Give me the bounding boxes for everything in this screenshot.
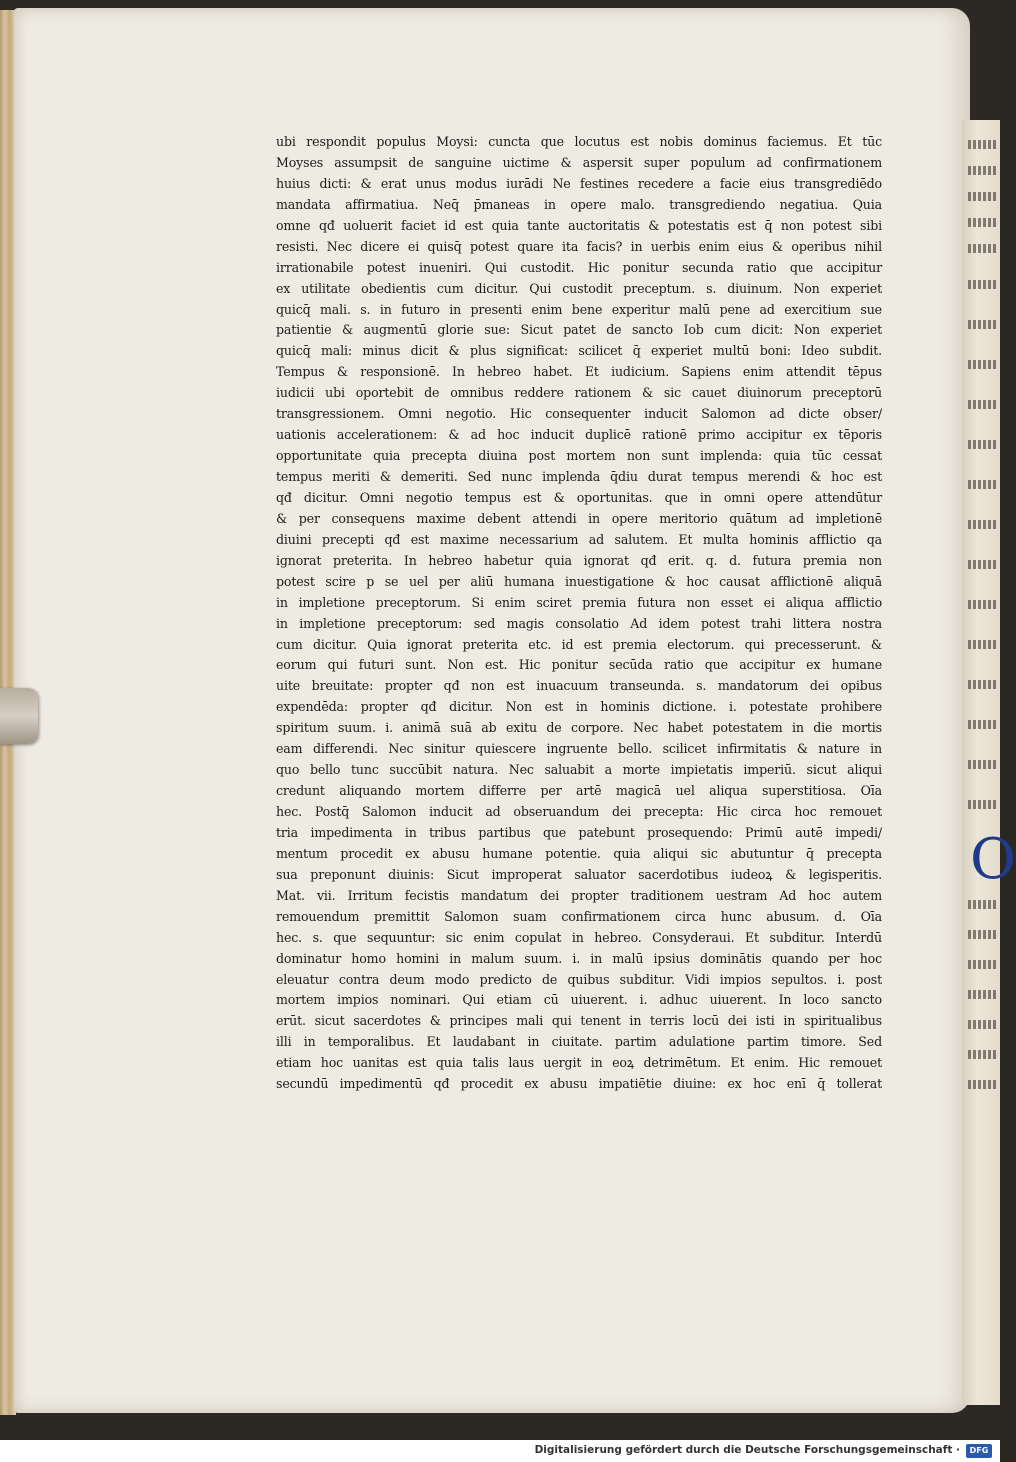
text-line: quicq̄ mali. s. in futuro in presenti enim bene experitur malū pene ad exercitium sue (276, 301, 882, 317)
text-line: mentum procedit ex abusu humane potentie. quia aliqui sic abutuntur q̄ precepta (276, 845, 882, 861)
text-line: mortem impios nominari. Qui etiam cū uiuerent. i. adhuc uiuerent. In loco sancto (276, 992, 882, 1008)
facing-text-line (968, 600, 996, 609)
text-line: iudicii ubi oportebit de omnibus reddere rationem & sic cauet diuinorum preceptorū (276, 385, 882, 401)
facing-text-line (968, 960, 996, 969)
text-line: uationis accelerationem: & ad hoc inducit duplicē rationē primo accipitur ex tēporis (276, 427, 882, 443)
text-line: cum dicitur. Quia ignorat preterita etc. id est premia electorum. qui precesserunt. & (276, 636, 882, 652)
text-line: irrationabile potest inueniri. Qui custodit. Hic ponitur secunda ratio que accipitur (276, 259, 882, 275)
facing-text-line (968, 192, 996, 201)
text-line: Tempus & responsionē. In hebreo habet. Et iudicium. Sapiens enim attendit tēpus (276, 364, 882, 380)
text-line: eam differendi. Nec sinitur quiescere ingruente bello. scilicet infirmitatis & nature in (276, 741, 882, 757)
text-line: Moyses assumpsit de sanguine uictime & aspersit super populum ad confirmationem (276, 154, 882, 170)
facing-text-line (968, 800, 996, 809)
text-line: omne qđ uoluerit faciet id est quia tante auctoritatis & potestatis est q̄ non potest sibi (276, 217, 882, 233)
footer-bar (0, 1440, 1000, 1462)
text-line: & per consequens maxime debent attendi in opere meritorio quātum ad impletionē (276, 510, 882, 526)
facing-text-line (968, 720, 996, 729)
facing-text-line (968, 930, 996, 939)
facing-text-line (968, 360, 996, 369)
text-line: mandata affirmatiua. Neq̄ p̄maneas in opere malo. transgrediendo negatiua. Quia (276, 196, 882, 212)
text-line: eorum qui futuri sunt. Non est. Hic ponitur secūda ratio que accipitur ex humane (276, 657, 882, 673)
blue-initial-fragment: O (970, 827, 1016, 892)
facing-text-line (968, 440, 996, 449)
text-line: in impletione preceptorum: sed magis consolatio Ad idem potest trahi littera nostra (276, 615, 882, 631)
text-line: uite breuitate: propter qđ non est inuacuum transeunda. s. mandatorum dei opibus (276, 678, 882, 694)
text-line: opportunitate quia precepta diuina post mortem non sunt implenda: quia tūc cessat (276, 448, 882, 464)
text-line: etiam hoc uanitas est quia talis laus uergit in eoꝝ detrimētum. Et enim. Hic remouet (276, 1055, 882, 1071)
facing-text-line (968, 1080, 996, 1089)
text-column (276, 132, 882, 1116)
text-line: hec. s. que sequuntur: sic enim copulat in hebreo. Consyderaui. Et subditur. Interdū (276, 929, 882, 945)
text-line: secundū impedimentū qđ procedit ex abusu impatiētie diuine: ex hoc enī q̄ tollerat (276, 1076, 882, 1092)
text-line: Mat. vii. Irritum fecistis mandatum dei propter traditionem uestram Ad hoc autem (276, 887, 882, 903)
text-line: ignorat preterita. In hebreo habetur quia ignorat qđ erit. q. d. futura premia non (276, 552, 882, 568)
text-line: hec. Postq̄ Salomon inducit ad obseruandum dei precepta: Hic circa hoc remouet (276, 804, 882, 819)
dfg-logo: DFG (966, 1444, 992, 1458)
facing-text-line (968, 680, 996, 689)
text-line (276, 1095, 882, 1116)
facing-text-line (968, 218, 996, 227)
text-line: sua preponunt diuinis: Sicut improperat saluator sacerdotibus iudeoꝝ & legisperitis. (276, 866, 882, 882)
facing-page-fragment (962, 120, 1016, 1405)
facing-text-line (968, 166, 996, 175)
text-line: diuini precepti qđ est maxime necessarium ad salutem. Et multa hominis afflictio qa (276, 531, 882, 547)
text-line: ex utilitate obedientis cum dicitur. Qui custodit preceptum. s. diuinum. Non experiet (276, 280, 882, 296)
text-line: resisti. Nec dicere ei quisq̄ potest quare ita facis? in uerbis enim eius & operibus nihil (276, 238, 882, 254)
facing-text-line (968, 760, 996, 769)
text-line: expendēda: propter qđ dicitur. Non est in hominis dictione. i. potestate prohibere (276, 699, 882, 715)
text-line: qđ dicitur. Omni negotio tempus est & oportunitas. que in omni opere attendūtur (276, 489, 882, 505)
text-line: dominatur homo homini in malum suum. i. in malū ipsius dominātis quando per hoc (276, 950, 882, 966)
facing-text-line (968, 640, 996, 649)
facing-text-line (968, 1020, 996, 1029)
text-line: credunt aliquando mortem differre per artē magicā uel aliqua superstitiosa. Oīa (276, 783, 882, 799)
facing-text-line (968, 244, 996, 253)
facing-text-line (968, 400, 996, 409)
text-line: patientie & augmentū glorie sue: Sicut patet de sancto Iob cum dicit: Non experiet (276, 322, 882, 338)
text-line: tempus meriti & demeriti. Sed nunc implenda q̄diu durat tempus merendi & hoc est (276, 469, 882, 484)
text-line: potest scire p se uel per aliū humana inuestigatione & hoc causat afflictionē aliquā (276, 573, 882, 589)
facing-text-line (968, 320, 996, 329)
text-line: illi in temporalibus. Et laudabant in ciuitate. partim adulatione partim timore. Sed (276, 1034, 882, 1050)
text-line: transgressionem. Omni negotio. Hic consequenter inducit Salomon ad dicte obser/ (276, 406, 882, 422)
text-line: ubi respondit populus Moysi: cuncta que locutus est nobis dominus faciemus. Et tūc (276, 134, 882, 149)
facing-text-line (968, 1050, 996, 1059)
facing-text-line (968, 900, 996, 909)
facing-text-line (968, 520, 996, 529)
text-line: huius dicti: & erat unus modus iurādi Ne festines recedere a facie eius transgrediēdo (276, 175, 882, 191)
text-line: erūt. sicut sacerdotes & principes mali qui tenent in terris locū dei isti in spiritualibus (276, 1013, 882, 1029)
facing-text-line (968, 990, 996, 999)
facing-text-line (968, 280, 996, 289)
facing-text-line (968, 480, 996, 489)
page-clip (0, 688, 38, 744)
facing-text-line (968, 560, 996, 569)
text-line: remouendum premittit Salomon suam confirmationem circa hunc abusum. d. Oīa (276, 908, 882, 924)
text-line: spiritum suum. i. animā suā ab exitu de corpore. Nec habet potestatem in die mortis (276, 720, 882, 736)
text-line: quo bello tunc succūbit natura. Nec saluabit a morte impietatis imperiū. sicut aliqui (276, 762, 882, 778)
text-line: tria impedimenta in tribus partibus que patebunt prosequendo: Primū autē impedi/ (276, 824, 882, 840)
text-line: eleuatur contra deum modo predicto de quibus subditur. Vidi impios sepultos. i. post (276, 971, 882, 987)
facing-text-line (968, 140, 996, 149)
funding-credit: Digitalisierung gefördert durch die Deutsche Forschungsgemeinschaft · (534, 1444, 960, 1456)
text-line: in impletione preceptorum. Si enim sciret premia futura non esset ei aliqua afflictio (276, 594, 882, 610)
text-line: quicq̄ mali: minus dicit & plus significat: scilicet q̄ experiet multū boni: Ideo subdit. (276, 343, 882, 359)
